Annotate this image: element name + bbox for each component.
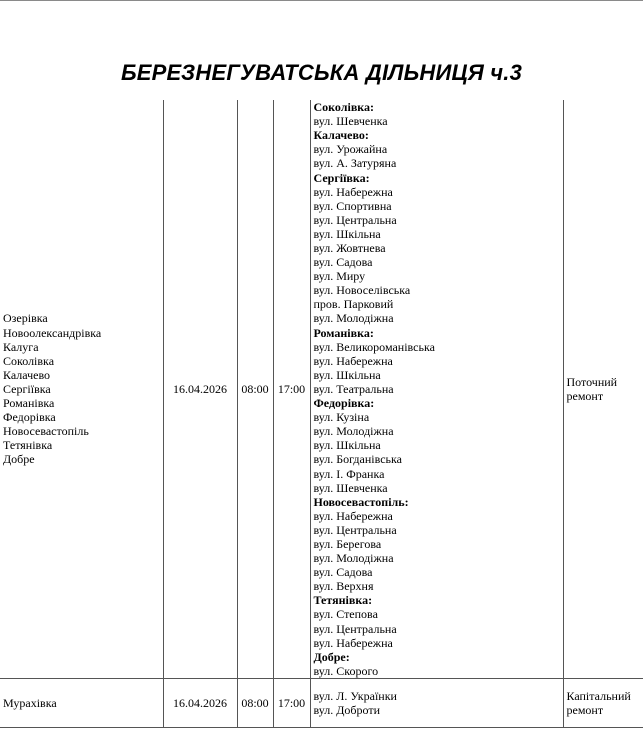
street-item: вул. Молодіжна [313, 424, 394, 439]
list-item: Калуга [3, 339, 39, 354]
list-item: Новоолександрівка [3, 325, 102, 340]
street-item: вул. Степова [313, 607, 378, 622]
list-item: Поточний [566, 374, 618, 389]
streets-list [314, 100, 560, 678]
list-item: Соколівка [3, 353, 55, 368]
table-row [0, 679, 643, 728]
street-item: вул. Спортивна [313, 198, 392, 213]
settlement-heading: Сергіївка: [313, 170, 370, 185]
list-item: Добре [3, 452, 35, 467]
list-item: Калачево [3, 367, 51, 382]
street-item: вул. Театральна [313, 381, 394, 396]
street-item: вул. Набережна [313, 184, 393, 199]
date-cell: 16.04.2026 [163, 679, 237, 728]
settlement-heading: Соколівка: [313, 100, 375, 115]
street-item: вул. Берегова [313, 536, 382, 551]
settlements-cell [0, 100, 163, 679]
street-item: вул. Великороманівська [313, 339, 435, 354]
repair-type [567, 375, 641, 403]
page-top-rule [0, 0, 643, 1]
street-item: вул. Центральна [313, 621, 397, 636]
street-item: вул. Кузіна [313, 410, 370, 425]
list-item: ремонт [566, 389, 604, 403]
street-item: вул. Новоселівська [313, 283, 411, 298]
repair-type-cell [563, 679, 643, 728]
street-item: вул. Верхня [313, 579, 374, 594]
streets-cell [310, 100, 563, 679]
settlement-heading: Новосевастопіль: [313, 494, 409, 509]
streets-list [314, 689, 560, 717]
table-row [0, 100, 643, 679]
street-item: вул. Шкільна [313, 438, 381, 453]
list-item: Романівка [3, 396, 55, 411]
list-item: Тетянівка [3, 438, 53, 453]
settlement-heading: Федорівка: [313, 396, 375, 411]
list-item: Капітальний [566, 688, 631, 703]
street-item: вул. Богданівська [313, 452, 402, 467]
street-item: вул. Доброти [313, 703, 381, 717]
settlements-list [3, 311, 160, 466]
list-item: Мурахівка [3, 695, 57, 710]
settlement-heading: Добре: [313, 649, 350, 664]
start-time-cell: 08:00 [237, 679, 273, 728]
repair-type-cell [563, 100, 643, 679]
street-item: вул. Садова [313, 565, 373, 580]
date-cell: 16.04.2026 [163, 100, 237, 679]
settlement-heading: Романівка: [313, 325, 374, 340]
list-item: ремонт [566, 703, 604, 717]
settlements-cell [0, 679, 163, 728]
street-item: вул. Молодіжна [313, 551, 394, 566]
list-item: Федорівка [3, 410, 56, 425]
street-item: вул. Центральна [313, 522, 397, 537]
outage-schedule-table [0, 100, 643, 728]
end-time-cell: 17:00 [273, 679, 310, 728]
street-item: вул. Набережна [313, 353, 393, 368]
street-item: вул. Молодіжна [313, 311, 394, 326]
street-item: вул. Шевченка [313, 480, 388, 495]
street-item: вул. І. Франка [313, 466, 385, 481]
street-item: вул. Жовтнева [313, 241, 386, 256]
street-item: вул. Набережна [313, 635, 393, 650]
street-item: вул. Скорого [313, 663, 379, 678]
street-item: вул. Садова [313, 255, 373, 270]
street-item: вул. А. Затуряна [313, 156, 397, 171]
list-item: Озерівка [3, 311, 48, 326]
settlements-list [3, 696, 160, 710]
end-time-cell: 17:00 [273, 100, 310, 679]
street-item: вул. Урожайна [313, 142, 388, 157]
street-item: вул. Шкільна [313, 226, 381, 241]
street-item: вул. Центральна [313, 212, 397, 227]
street-item: вул. Шкільна [313, 367, 381, 382]
street-item: вул. Л. Українки [313, 688, 397, 703]
page-title: БЕРЕЗНЕГУВАТСЬКА ДІЛЬНИЦЯ ч.3 [120, 60, 523, 85]
street-item: вул. Миру [313, 269, 366, 284]
street-item: вул. Набережна [313, 508, 393, 523]
repair-type [567, 689, 641, 717]
streets-cell [310, 679, 563, 728]
street-item: вул. Шевченка [313, 114, 388, 129]
settlement-heading: Тетянівка: [313, 593, 373, 608]
settlement-heading: Калачево: [313, 128, 369, 143]
start-time-cell: 08:00 [237, 100, 273, 679]
list-item: Новосевастопіль [3, 424, 89, 439]
list-item: Сергіївка [3, 381, 51, 396]
street-item: пров. Парковий [313, 297, 394, 312]
